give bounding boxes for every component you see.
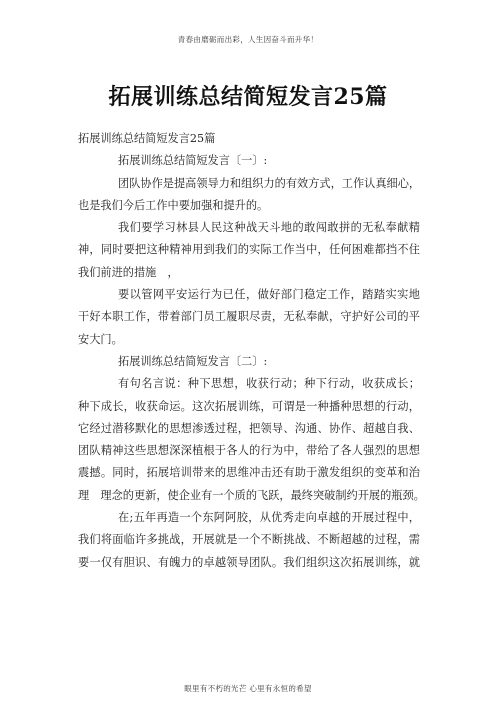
paragraph-line: 它经过潜移默化的思想渗透过程，把领导、沟通、协作、超越自我、 [78,421,420,435]
paragraph-line: 我们前进的措施 ， [78,265,179,279]
section-heading: 拓展训练总结简短发言〔二〕: [118,354,268,368]
document-title: 拓展训练总结简短发言25篇 [108,84,388,110]
paragraph-line: 神，同时要把这种精神用到我们的实际工作当中，任何困难都挡不住 [78,243,420,257]
document-body [78,128,425,574]
paragraph-line: 安大门。 [78,332,123,346]
paragraph-line: 要一仅有胆识、有魄力的卓越领导团队。我们组织这次拓展训练，就 [78,555,420,569]
paragraph-line: 震撼。同时，拓展培训带来的思维冲击还有助于激发组织的变革和治 [78,466,420,480]
paragraph-line: 拓展训练总结简短发言25篇 [78,132,216,145]
paragraph-line: 有句名言说：种下思想，收获行动；种下行动，收获成长； [118,377,420,391]
paragraph-line: 我们要学习林县人民这种战天斗地的敢闯敢拼的无私奉献精 [118,221,420,235]
paragraph-line: 要以管网平安运行为已任，做好部门稳定工作，踏踏实实地 [118,288,420,302]
paragraph-line: 团队精神这些思想深深植根于各人的行为中，带给了各人强烈的思想 [78,444,420,458]
page-footer-motto: 眼里有不朽的光芒 心里有永恒的希望 [184,684,312,693]
page-header-motto: 青春由磨砺而出彩，人生因奋斗而升华！ [177,35,319,44]
paragraph-line: 干好本职工作，带着部门员工履职尽责，无私奉献，守护好公司的平 [78,310,420,324]
paragraph-line: 也是我们今后工作中要加强和提升的。 [78,198,269,212]
section-heading: 拓展训练总结简短发言〔一〕: [118,154,268,168]
paragraph-line: 种下成长，收获命运。这次拓展训练，可谓是一种播种思想的行动， [78,399,420,413]
paragraph-line: 理 理念的更新，使企业有一个质的飞跃，最终突破制约开展的瓶颈。 [78,488,425,502]
paragraph-line: 团队协作是提高领导力和组织力的有效方式，工作认真细心， [118,176,421,190]
paragraph-line: 我们将面临许多挑战，开展就是一个不断挑战、不断超越的过程，需 [78,533,420,547]
paragraph-line: 在;五年再造一个东阿阿胶，从优秀走向卓越的开展过程中， [118,511,420,525]
